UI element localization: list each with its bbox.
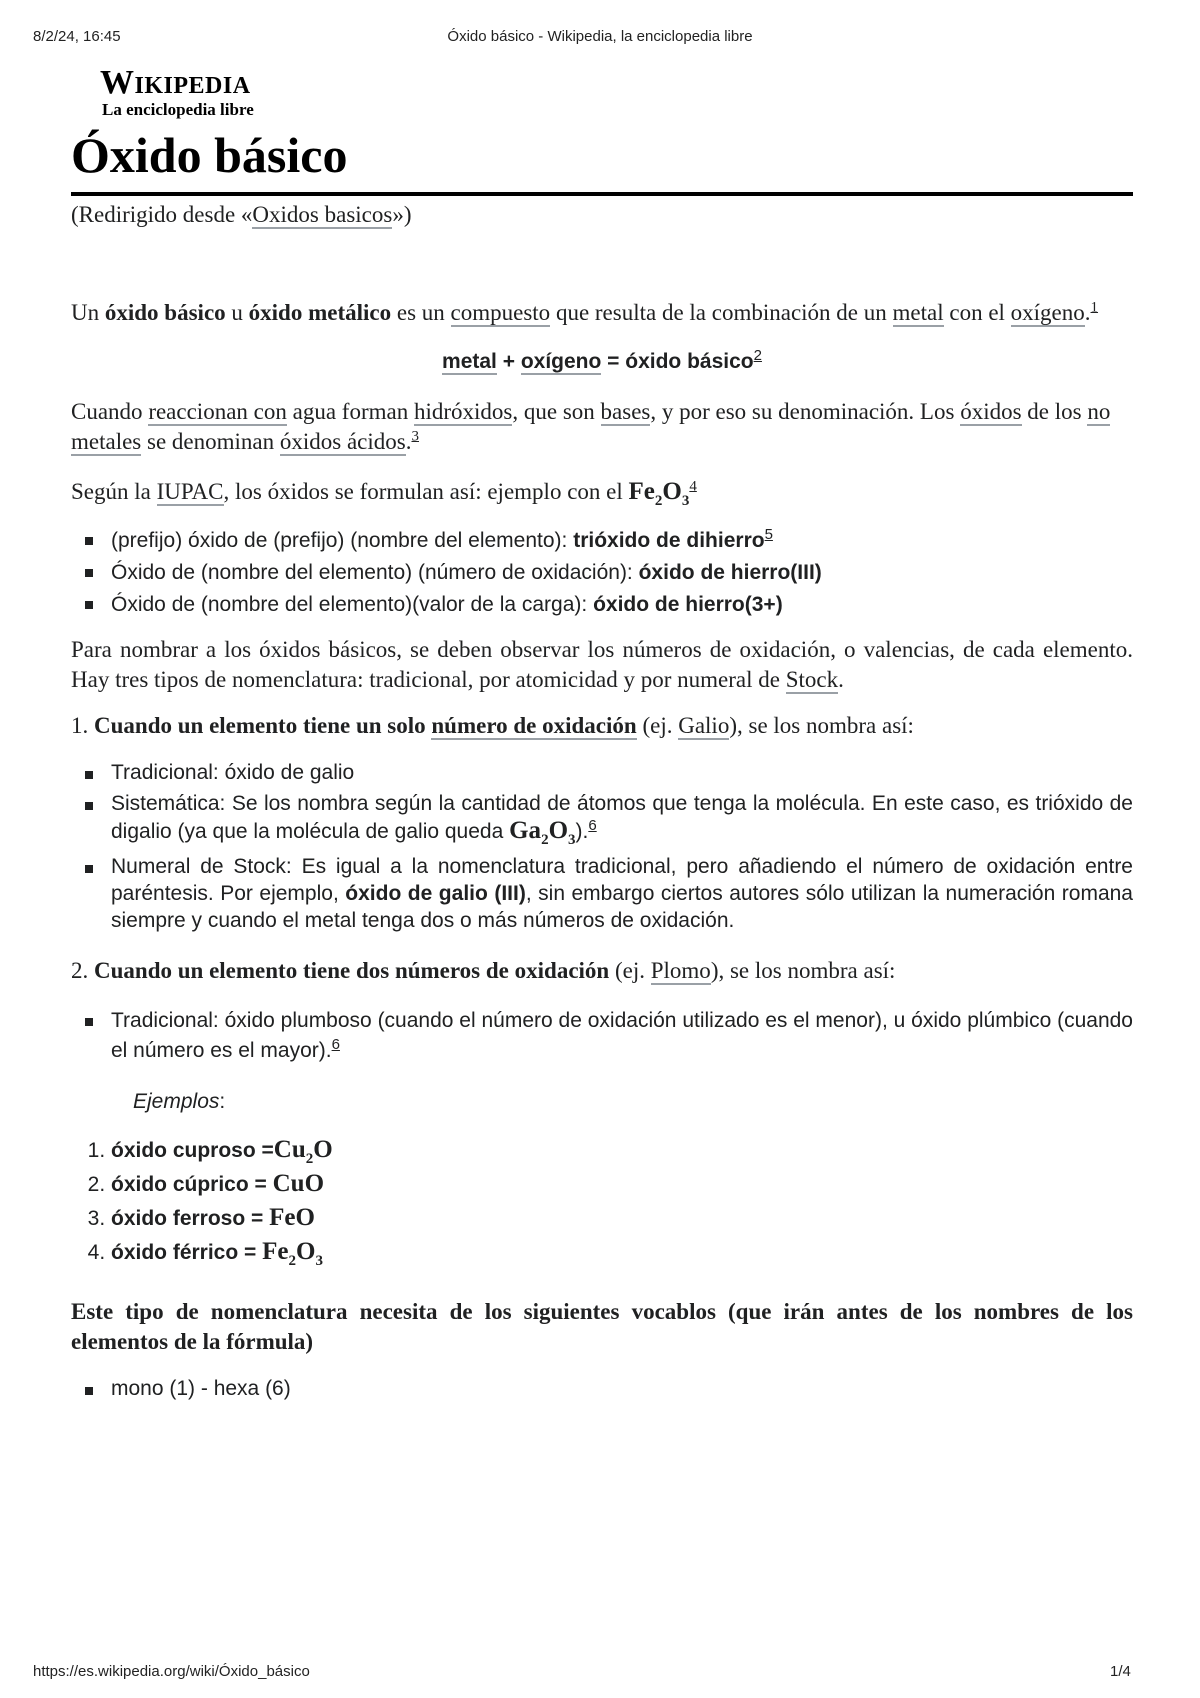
link-plomo[interactable]: Plomo [650, 958, 711, 983]
print-timestamp: 8/2/24, 16:45 [33, 28, 121, 45]
logo-wordmark: Wikipedia [100, 64, 251, 101]
list-item: 2. óxido cúprico = CuO [111, 1167, 1133, 1201]
wikipedia-logo[interactable] [100, 66, 254, 120]
link-formula-metal[interactable]: metal [442, 350, 497, 373]
link-compuesto[interactable]: compuesto [450, 300, 551, 325]
reference-1[interactable]: 1 [1090, 299, 1099, 316]
link-oxidos-acidos[interactable]: óxidos ácidos [279, 429, 406, 454]
paragraph-vocablos: Este tipo de nomenclatura necesita de los siguientes vocablos (que irán antes de los nombres de los elementos de la fórmula) [71, 1299, 1133, 1354]
print-page-title: Óxido básico - Wikipedia, la enciclopedia libre [447, 28, 753, 45]
link-metal[interactable]: metal [892, 300, 944, 325]
link-formula-oxigeno[interactable]: oxígeno [520, 350, 602, 373]
reference-6[interactable]: 6 [588, 817, 597, 834]
vocab-list [71, 1375, 1133, 1402]
link-iupac[interactable]: IUPAC [156, 479, 224, 504]
formula-ga2o3: $Ga_2O_3$ [509, 817, 576, 848]
print-url: https://es.wikipedia.org/wiki/Óxido_básico [33, 1663, 310, 1680]
examples-list [71, 1133, 1133, 1269]
paragraph-nomenclature: Para nombrar a los óxidos básicos, se deben observar los números de oxidación, o valencias, de cada elemento. Hay tres tipos de nomenclatura: tradicional, por atomicidad y por numeral de Stock. [71, 637, 1133, 692]
list-item: Tradicional: óxido plumboso (cuando el número de oxidación utilizado es el menor), u óxido plúmbico (cuando el número es el mayor).$^6$ [111, 1006, 1133, 1066]
link-oxigeno[interactable]: oxígeno [1010, 300, 1085, 325]
reference-6b[interactable]: 6 [331, 1036, 340, 1053]
page-title: Óxido básico [71, 120, 1133, 196]
link-reaccionan[interactable]: reaccionan con [148, 399, 287, 424]
link-numero-oxidacion[interactable]: número de oxidación [431, 713, 637, 738]
list-item: 3. óxido ferroso = FeO [111, 1201, 1133, 1235]
list-item: Tradicional: óxido de galio [111, 759, 1133, 786]
list-item: (prefijo) óxido de (prefijo) (nombre del elemento): trióxido de dihierro$^5$ [111, 525, 1133, 557]
list-item: mono (1) - hexa (6) [111, 1375, 1133, 1402]
section-one-heading: 1. Cuando un elemento tiene un solo número de oxidación (ej. Galio), se los nombra así: [71, 713, 914, 738]
reference-3[interactable]: 3 [411, 428, 419, 445]
intro-paragraph: Un óxido básico u óxido metálico es un compuesto que resulta de la combinación de un metal con el oxígeno.$^1$ [71, 299, 1099, 325]
link-stock[interactable]: Stock [785, 667, 839, 692]
list-item: Sistemática: Se los nombra según la cantidad de átomos que tenga la molécula. En este caso, es trióxido de digalio (ya que la molécula de galio queda $Ga_2O_3).^6$ [111, 792, 1133, 848]
section-two-list [71, 1006, 1133, 1066]
reference-5[interactable]: 5 [764, 526, 773, 543]
formula-line: metal + oxígeno = óxido básico$^2$ [442, 347, 762, 373]
paragraph-iupac: Según la IUPAC, los óxidos se formulan así: ejemplo con el $Fe_2O_3^4$ [71, 478, 697, 509]
redirect-link[interactable]: Oxidos basicos [252, 202, 393, 227]
reference-4[interactable]: 4 [689, 478, 697, 495]
section-one-list [71, 759, 1133, 934]
link-oxidos[interactable]: óxidos [960, 399, 1022, 424]
formula-fe2o3: $Fe_2O_3$ [628, 478, 690, 509]
logo-tagline: La enciclopedia libre [102, 100, 254, 119]
list-item: 4. óxido férrico = $Fe_2O_3$ [111, 1235, 1133, 1269]
redirect-notice: (Redirigido desde «Oxidos basicos») [71, 202, 412, 227]
print-page-number: 1/4 [1110, 1663, 1131, 1680]
list-item: Óxido de (nombre del elemento) (número de oxidación): óxido de hierro(III) [111, 557, 1133, 589]
article-content [71, 120, 1133, 1402]
section-two-heading: 2. Cuando un elemento tiene dos números de oxidación (ej. Plomo), se los nombra así: [71, 958, 896, 983]
list-item: Óxido de (nombre del elemento)(valor de la carga): óxido de hierro(3+) [111, 589, 1133, 621]
link-hidroxidos[interactable]: hidróxidos [413, 399, 513, 424]
list-item: Numeral de Stock: Es igual a la nomenclatura tradicional, pero añadiendo el número de oxidación entre paréntesis. Por ejemplo, óxido de galio (III), sin embargo ciertos autores sólo utilizan la numeración romana siempre y cuando el metal tenga dos o más números de oxidación. [111, 855, 1133, 932]
reference-2[interactable]: 2 [753, 347, 762, 364]
link-galio[interactable]: Galio [678, 713, 730, 738]
paragraph-reactions: Cuando reaccionan con agua forman hidróxidos, que son bases, y por eso su denominación. Los óxidos de los no metales se denominan óxidos ácidos.$^3$ [71, 399, 1111, 454]
list-item: 1. óxido cuproso $=Cu_2O$ [111, 1133, 1133, 1167]
link-no-metales[interactable]: no metales [71, 399, 1111, 454]
iupac-list [71, 525, 1133, 621]
examples-label: Ejemplos: [133, 1090, 226, 1113]
link-bases[interactable]: bases [600, 399, 651, 424]
